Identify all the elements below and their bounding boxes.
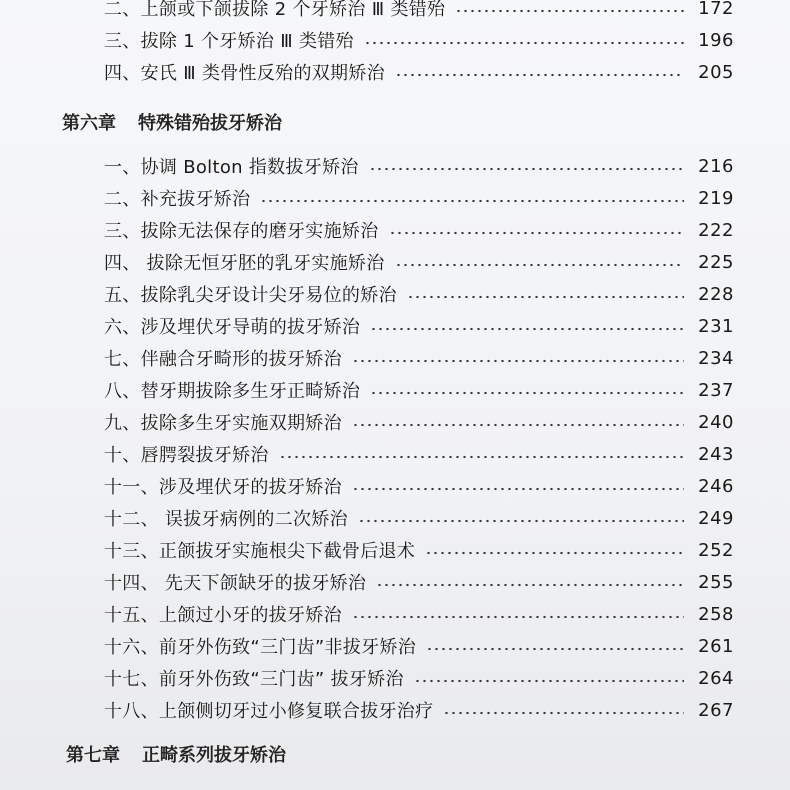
toc-entry-page: 231 <box>698 315 734 337</box>
toc-entry-title: 九、拔除多生牙实施双期矫治 <box>104 413 342 434</box>
toc-entry-title: 四、安氏 Ⅲ 类骨性反殆的双期矫治 <box>104 63 385 84</box>
toc-entry[interactable] <box>104 440 790 468</box>
dot-leader <box>407 295 684 299</box>
toc-entry-page: 196 <box>698 29 734 51</box>
toc-entry[interactable] <box>104 472 790 500</box>
dot-leader <box>395 73 684 77</box>
dot-leader <box>352 487 684 491</box>
toc-entry-title: 三、拔除 1 个牙矫治 Ⅲ 类错殆 <box>104 31 354 52</box>
toc-entry-page: 249 <box>698 507 734 529</box>
toc-entry-title: 二、补充拔牙矫治 <box>104 189 251 210</box>
dot-leader <box>414 679 684 683</box>
toc-entry-title: 五、拔除乳尖牙设计尖牙易位的矫治 <box>104 285 397 306</box>
toc-entry-page: 237 <box>698 379 734 401</box>
dot-leader <box>443 711 684 715</box>
chapter-title: 正畸系列拔牙矫治 <box>142 745 286 766</box>
toc-entry-title: 六、涉及埋伏牙导萌的拔牙矫治 <box>104 317 361 338</box>
toc-entry-title: 十、唇腭裂拔牙矫治 <box>104 445 269 466</box>
toc-entry[interactable] <box>104 632 790 660</box>
toc-entry[interactable] <box>104 152 790 180</box>
toc-entry-title: 十三、正颌拔牙实施根尖下截骨后退术 <box>104 541 416 562</box>
dot-leader <box>260 199 684 203</box>
dot-leader <box>370 391 684 395</box>
toc-entry-page: 264 <box>698 667 734 689</box>
toc-entry-page: 240 <box>698 411 734 433</box>
toc-entry[interactable] <box>104 0 790 22</box>
toc-entry-page: 261 <box>698 635 734 657</box>
toc-entry[interactable] <box>104 696 790 724</box>
toc-entry-title: 十一、涉及埋伏牙的拔牙矫治 <box>104 477 342 498</box>
chapter-heading[interactable] <box>62 108 790 136</box>
toc-entry-page: 172 <box>698 0 734 19</box>
toc-entry[interactable] <box>104 312 790 340</box>
toc-entry-title: 十四、 先天下颌缺牙的拔牙矫治 <box>104 573 367 594</box>
dot-leader <box>370 327 684 331</box>
toc-entry-page: 234 <box>698 347 734 369</box>
dot-leader <box>376 583 684 587</box>
dot-leader <box>279 455 684 459</box>
chapter-label: 第六章 <box>62 113 116 134</box>
dot-leader <box>395 263 684 267</box>
chapter-title: 特殊错殆拔牙矫治 <box>138 113 282 134</box>
toc-entry-page: 255 <box>698 571 734 593</box>
toc-entry[interactable] <box>104 600 790 628</box>
toc-entry[interactable] <box>104 664 790 692</box>
toc-entry[interactable] <box>104 376 790 404</box>
toc-entry[interactable] <box>104 536 790 564</box>
toc-entry[interactable] <box>104 504 790 532</box>
toc-entry-page: 216 <box>698 155 734 177</box>
toc-entry[interactable] <box>104 344 790 372</box>
toc-entry-title: 八、替牙期拔除多生牙正畸矫治 <box>104 381 361 402</box>
toc-entry[interactable] <box>104 568 790 596</box>
toc-entry-title: 七、伴融合牙畸形的拔牙矫治 <box>104 349 342 370</box>
toc-entry-title: 二、上颌或下颌拔除 2 个牙矫治 Ⅲ 类错殆 <box>104 0 446 20</box>
toc-entry[interactable] <box>104 280 790 308</box>
toc-entry-page: 267 <box>698 699 734 721</box>
toc-entry-page: 225 <box>698 251 734 273</box>
dot-leader <box>426 647 684 651</box>
dot-leader <box>369 167 684 171</box>
dot-leader <box>389 231 685 235</box>
dot-leader <box>352 615 684 619</box>
toc-entry-page: 205 <box>698 61 734 83</box>
dot-leader <box>455 9 684 13</box>
toc-entry[interactable] <box>104 184 790 212</box>
dot-leader <box>364 41 684 45</box>
chapter-heading[interactable] <box>66 740 790 768</box>
toc-entry-title: 十六、前牙外伤致“三门齿”非拔牙矫治 <box>104 637 417 658</box>
dot-leader <box>352 359 684 363</box>
dot-leader <box>358 519 684 523</box>
toc-entry-page: 252 <box>698 539 734 561</box>
toc-entry-page: 246 <box>698 475 734 497</box>
toc-entry-page: 258 <box>698 603 734 625</box>
dot-leader <box>352 423 684 427</box>
toc-entry-page: 222 <box>698 219 734 241</box>
toc-entry[interactable] <box>104 248 790 276</box>
chapter-label: 第七章 <box>66 745 120 766</box>
toc-entry-title: 四、 拔除无恒牙胚的乳牙实施矫治 <box>104 253 385 274</box>
toc-entry-page: 243 <box>698 443 734 465</box>
toc-entry[interactable] <box>104 408 790 436</box>
toc-entry-page: 219 <box>698 187 734 209</box>
toc-entry-title: 十七、前牙外伤致“三门齿” 拔牙矫治 <box>104 669 404 690</box>
dot-leader <box>425 551 684 555</box>
toc-entry-title: 三、拔除无法保存的磨牙实施矫治 <box>104 221 379 242</box>
toc-entry-title: 十八、上颌侧切牙过小修复联合拔牙治疗 <box>104 701 434 722</box>
toc-entry-title: 一、协调 Bolton 指数拔牙矫治 <box>104 157 359 178</box>
toc-entry[interactable] <box>104 26 790 54</box>
toc-entry-page: 228 <box>698 283 734 305</box>
toc-entry[interactable] <box>104 58 790 86</box>
toc-entry-title: 十二、 误拔牙病例的二次矫治 <box>104 509 348 530</box>
toc-entry[interactable] <box>104 216 790 244</box>
toc-entry-title: 十五、上颌过小牙的拔牙矫治 <box>104 605 342 626</box>
